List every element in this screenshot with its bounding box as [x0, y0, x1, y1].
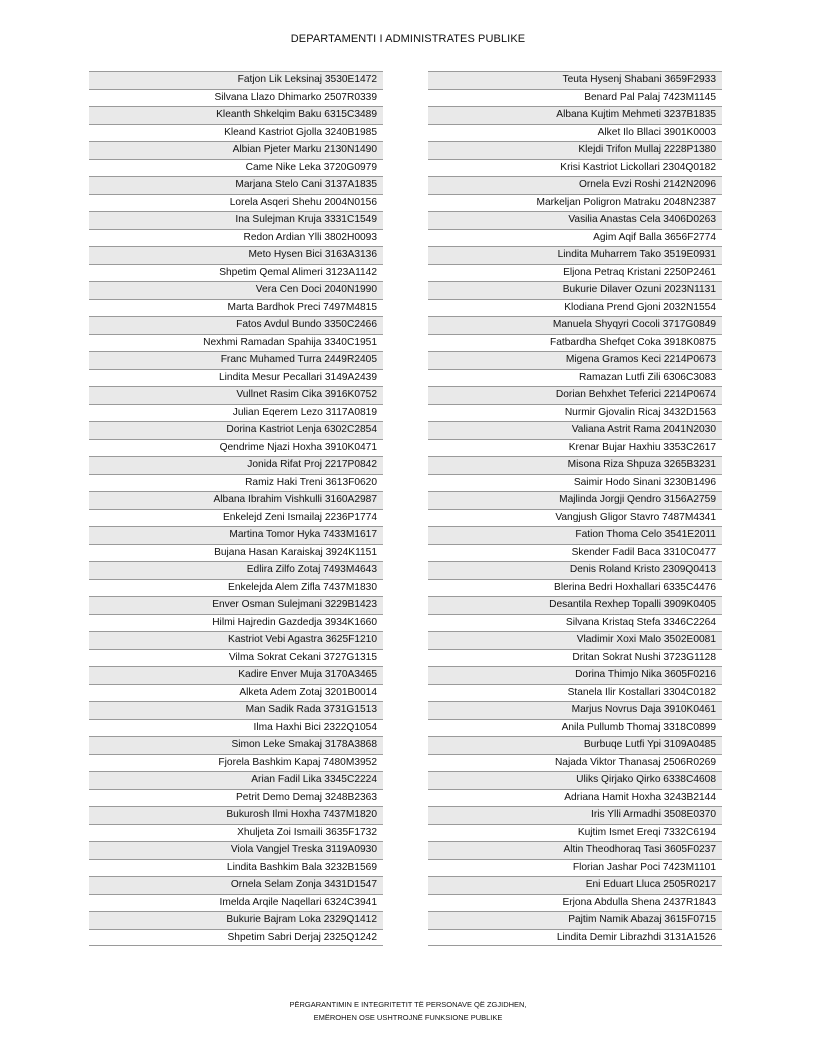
list-item: Shpetim Sabri Derjaj 2325Q1242 [89, 929, 383, 947]
list-item: Blerina Bedri Hoxhallari 6335C4476 [428, 579, 722, 597]
list-item: Stanela Ilir Kostallari 3304C0182 [428, 684, 722, 702]
list-item: Marjana Stelo Cani 3137A1835 [89, 176, 383, 194]
footer-line-2: EMËROHEN OSE USHTROJNË FUNKSIONE PUBLIKE [313, 1013, 503, 1022]
list-item: Edlira Zilfo Zotaj 7493M4643 [89, 561, 383, 579]
list-item: Julian Eqerem Lezo 3117A0819 [89, 404, 383, 422]
list-item: Dorian Behxhet Teferici 2214P0674 [428, 386, 722, 404]
list-item: Martina Tomor Hyka 7433M1617 [89, 526, 383, 544]
list-item: Kadire Enver Muja 3170A3465 [89, 666, 383, 684]
list-item: Krisi Kastriot Lickollari 2304Q0182 [428, 159, 722, 177]
list-item: Pajtim Namik Abazaj 3615F0715 [428, 911, 722, 929]
list-item: Vera Cen Doci 2040N1990 [89, 281, 383, 299]
list-item: Redon Ardian Ylli 3802H0093 [89, 229, 383, 247]
list-item: Enkelejda Alem Zifla 7437M1830 [89, 579, 383, 597]
list-item: Vasilia Anastas Cela 3406D0263 [428, 211, 722, 229]
list-item: Majlinda Jorgji Qendro 3156A2759 [428, 491, 722, 509]
list-item: Saimir Hodo Sinani 3230B1496 [428, 474, 722, 492]
list-item: Kleanth Shkelqim Baku 6315C3489 [89, 106, 383, 124]
list-item: Najada Viktor Thanasaj 2506R0269 [428, 754, 722, 772]
list-item: Jonida Rifat Proj 2217P0842 [89, 456, 383, 474]
list-item: Teuta Hysenj Shabani 3659F2933 [428, 71, 722, 89]
list-item: Migena Gramos Keci 2214P0673 [428, 351, 722, 369]
list-item: Manuela Shyqyri Cocoli 3717G0849 [428, 316, 722, 334]
list-item: Misona Riza Shpuza 3265B3231 [428, 456, 722, 474]
list-item: Nurmir Gjovalin Ricaj 3432D1563 [428, 404, 722, 422]
list-item: Nexhmi Ramadan Spahija 3340C1951 [89, 334, 383, 352]
list-item: Fjorela Bashkim Kapaj 7480M3952 [89, 754, 383, 772]
list-item: Franc Muhamed Turra 2449R2405 [89, 351, 383, 369]
list-item: Desantila Rexhep Topalli 3909K0405 [428, 596, 722, 614]
list-item: Lindita Demir Librazhdi 3131A1526 [428, 929, 722, 947]
list-item: Eljona Petraq Kristani 2250P2461 [428, 264, 722, 282]
list-item: Marjus Novrus Daja 3910K0461 [428, 701, 722, 719]
page-title: DEPARTAMENTI I ADMINISTRATES PUBLIKE [290, 33, 526, 45]
list-item: Fatbardha Shefqet Coka 3918K0875 [428, 334, 722, 352]
list-item: Burbuqe Lutfi Ypi 3109A0485 [428, 736, 722, 754]
list-item: Dorina Thimjo Nika 3605F0216 [428, 666, 722, 684]
list-item: Markeljan Poligron Matraku 2048N2387 [428, 194, 722, 212]
list-item: Skender Fadil Baca 3310C0477 [428, 544, 722, 562]
list-item: Krenar Bujar Haxhiu 3353C2617 [428, 439, 722, 457]
list-item: Uliks Qirjako Qirko 6338C4608 [428, 771, 722, 789]
list-item: Kastriot Vebi Agastra 3625F1210 [89, 631, 383, 649]
list-item: Alket Ilo Bllaci 3901K0003 [428, 124, 722, 142]
list-item: Denis Roland Kristo 2309Q0413 [428, 561, 722, 579]
left-name-column [89, 71, 383, 946]
list-item: Lindita Muharrem Tako 3519E0931 [428, 246, 722, 264]
list-item: Ramiz Haki Treni 3613F0620 [89, 474, 383, 492]
list-item: Marta Bardhok Preci 7497M4815 [89, 299, 383, 317]
list-item: Agim Aqif Balla 3656F2774 [428, 229, 722, 247]
list-item: Ilma Haxhi Bici 2322Q1054 [89, 719, 383, 737]
list-item: Alketa Adem Zotaj 3201B0014 [89, 684, 383, 702]
list-item: Shpetim Qemal Alimeri 3123A1142 [89, 264, 383, 282]
list-item: Fatos Avdul Bundo 3350C2466 [89, 316, 383, 334]
list-item: Albana Ibrahim Vishkulli 3160A2987 [89, 491, 383, 509]
list-item: Florian Jashar Poci 7423M1101 [428, 859, 722, 877]
list-item: Hilmi Hajredin Gazdedja 3934K1660 [89, 614, 383, 632]
list-item: Lorela Asqeri Shehu 2004N0156 [89, 194, 383, 212]
list-item: Arian Fadil Lika 3345C2224 [89, 771, 383, 789]
list-item: Xhuljeta Zoi Ismaili 3635F1732 [89, 824, 383, 842]
page-footer [0, 998, 816, 1024]
list-item: Dritan Sokrat Nushi 3723G1128 [428, 649, 722, 667]
list-item: Enkelejd Zeni Ismailaj 2236P1774 [89, 509, 383, 527]
list-item: Man Sadik Rada 3731G1513 [89, 701, 383, 719]
list-item: Ina Sulejman Kruja 3331C1549 [89, 211, 383, 229]
list-item: Eni Eduart Lluca 2505R0217 [428, 876, 722, 894]
list-item: Kujtim Ismet Ereqi 7332C6194 [428, 824, 722, 842]
list-item: Anila Pullumb Thomaj 3318C0899 [428, 719, 722, 737]
list-item: Qendrime Njazi Hoxha 3910K0471 [89, 439, 383, 457]
list-item: Imelda Arqile Naqellari 6324C3941 [89, 894, 383, 912]
list-item: Petrit Demo Demaj 3248B2363 [89, 789, 383, 807]
list-item: Albana Kujtim Mehmeti 3237B1835 [428, 106, 722, 124]
list-item: Fatjon Lik Leksinaj 3530E1472 [89, 71, 383, 89]
list-item: Vilma Sokrat Cekani 3727G1315 [89, 649, 383, 667]
list-item: Came Nike Leka 3720G0979 [89, 159, 383, 177]
list-item: Simon Leke Smakaj 3178A3868 [89, 736, 383, 754]
list-item: Fation Thoma Celo 3541E2011 [428, 526, 722, 544]
list-item: Lindita Bashkim Bala 3232B1569 [89, 859, 383, 877]
list-item: Altin Theodhoraq Tasi 3605F0237 [428, 841, 722, 859]
list-item: Klejdi Trifon Mullaj 2228P1380 [428, 141, 722, 159]
footer-line-1: PËRGARANTIMIN E INTEGRITETIT TË PERSONAVE QË ZGJIDHEN, [289, 1000, 527, 1009]
list-item: Dorina Kastriot Lenja 6302C2854 [89, 421, 383, 439]
list-item: Albian Pjeter Marku 2130N1490 [89, 141, 383, 159]
list-item: Erjona Abdulla Shena 2437R1843 [428, 894, 722, 912]
list-item: Vladimir Xoxi Malo 3502E0081 [428, 631, 722, 649]
list-item: Vullnet Rasim Cika 3916K0752 [89, 386, 383, 404]
list-item: Bukurosh Ilmi Hoxha 7437M1820 [89, 806, 383, 824]
list-item: Valiana Astrit Rama 2041N2030 [428, 421, 722, 439]
list-item: Iris Ylli Armadhi 3508E0370 [428, 806, 722, 824]
list-item: Klodiana Prend Gjoni 2032N1554 [428, 299, 722, 317]
list-item: Silvana Llazo Dhimarko 2507R0339 [89, 89, 383, 107]
list-item: Bujana Hasan Karaiskaj 3924K1151 [89, 544, 383, 562]
list-item: Adriana Hamit Hoxha 3243B2144 [428, 789, 722, 807]
list-item: Vangjush Gligor Stavro 7487M4341 [428, 509, 722, 527]
list-item: Enver Osman Sulejmani 3229B1423 [89, 596, 383, 614]
list-item: Lindita Mesur Pecallari 3149A2439 [89, 369, 383, 387]
list-item: Bukurie Bajram Loka 2329Q1412 [89, 911, 383, 929]
list-item: Ornela Selam Zonja 3431D1547 [89, 876, 383, 894]
list-item: Viola Vangjel Treska 3119A0930 [89, 841, 383, 859]
list-item: Kleand Kastriot Gjolla 3240B1985 [89, 124, 383, 142]
list-item: Ornela Evzi Roshi 2142N2096 [428, 176, 722, 194]
list-item: Ramazan Lutfi Zili 6306C3083 [428, 369, 722, 387]
list-item: Benard Pal Palaj 7423M1145 [428, 89, 722, 107]
list-item: Silvana Kristaq Stefa 3346C2264 [428, 614, 722, 632]
right-name-column [428, 71, 722, 946]
list-item: Meto Hysen Bici 3163A3136 [89, 246, 383, 264]
list-item: Bukurie Dilaver Ozuni 2023N1131 [428, 281, 722, 299]
